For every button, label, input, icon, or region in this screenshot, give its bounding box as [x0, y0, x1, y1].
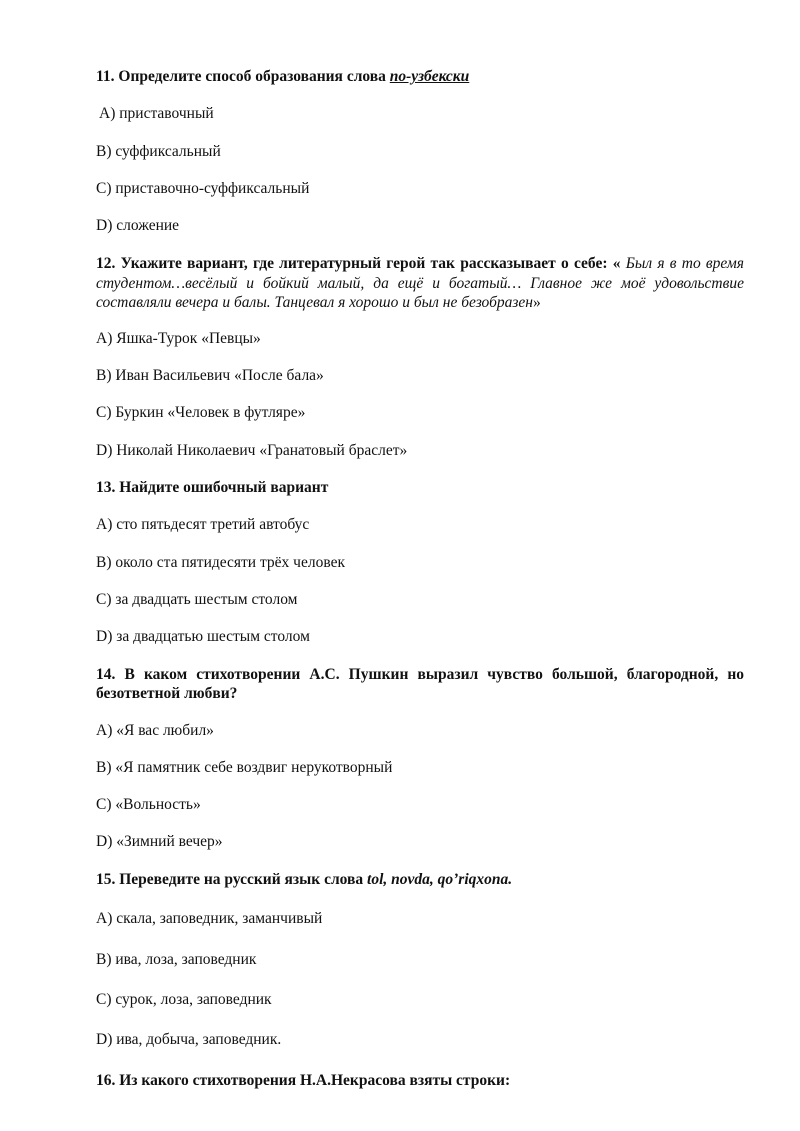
- question-11: [96, 67, 744, 86]
- q15-option-d: D) ива, добыча, заповедник.: [96, 1031, 282, 1048]
- question-12-text: 12. Укажите вариант, где литературный герой так рассказывает о себе: «: [96, 255, 626, 272]
- question-16: 16. Из какого стихотворения Н.А.Некрасова взяты строки:: [96, 1072, 511, 1089]
- q14-option-a: А) «Я вас любил»: [96, 722, 214, 739]
- question-12-quote: Был я в то время студентом…весёлый и бойкий малый, да ещё и богатый… Главное же моё удовольствие составляли вечера и балы. Танцевал я хорошо и был не безобразен: [96, 255, 744, 311]
- question-15-text: 15. Переведите на русский язык слова: [96, 871, 368, 888]
- q15-option-a: А) скала, заповедник, заманчивый: [96, 910, 323, 927]
- q12-option-b: В) Иван Васильевич «После бала»: [96, 367, 324, 384]
- q14-option-b: В) «Я памятник себе воздвиг нерукотворный: [96, 759, 393, 776]
- q15-option-c: С) сурок, лоза, заповедник: [96, 991, 272, 1008]
- question-11-word: по-узбекски: [389, 68, 470, 85]
- q12-option-a: А) Яшка-Турок «Певцы»: [96, 330, 261, 347]
- q15-option-b: В) ива, лоза, заповедник: [96, 951, 257, 968]
- q13-option-c: С) за двадцать шестым столом: [96, 591, 298, 608]
- question-11-text: 11. Определите способ образования слова: [96, 68, 390, 85]
- q11-option-b: В) суффиксальный: [96, 143, 221, 160]
- question-13: 13. Найдите ошибочный вариант: [96, 479, 329, 496]
- q13-option-a: А) сто пятьдесят третий автобус: [96, 516, 310, 533]
- q14-option-d: D) «Зимний вечер»: [96, 833, 223, 850]
- q11-option-c: С) приставочно-суффиксальный: [96, 180, 310, 197]
- question-12: [96, 254, 744, 313]
- q12-option-d: D) Николай Николаевич «Гранатовый браслет»: [96, 442, 408, 459]
- q13-option-d: D) за двадцатью шестым столом: [96, 628, 310, 645]
- question-15-words: tol, novda, qo’riqxona.: [367, 871, 513, 888]
- question-14: 14. В каком стихотворении А.С. Пушкин выразил чувство большой, благородной, но безответной любви?: [96, 666, 744, 702]
- q13-option-b: В) около ста пятидесяти трёх человек: [96, 554, 345, 571]
- q14-option-c: С) «Вольность»: [96, 796, 201, 813]
- question-15: [96, 870, 744, 889]
- q11-option-d: D) сложение: [96, 217, 180, 234]
- question-12-quote-end: »: [533, 294, 541, 311]
- q12-option-c: С) Буркин «Человек в футляре»: [96, 404, 306, 421]
- q11-option-a: А) приставочный: [99, 105, 214, 122]
